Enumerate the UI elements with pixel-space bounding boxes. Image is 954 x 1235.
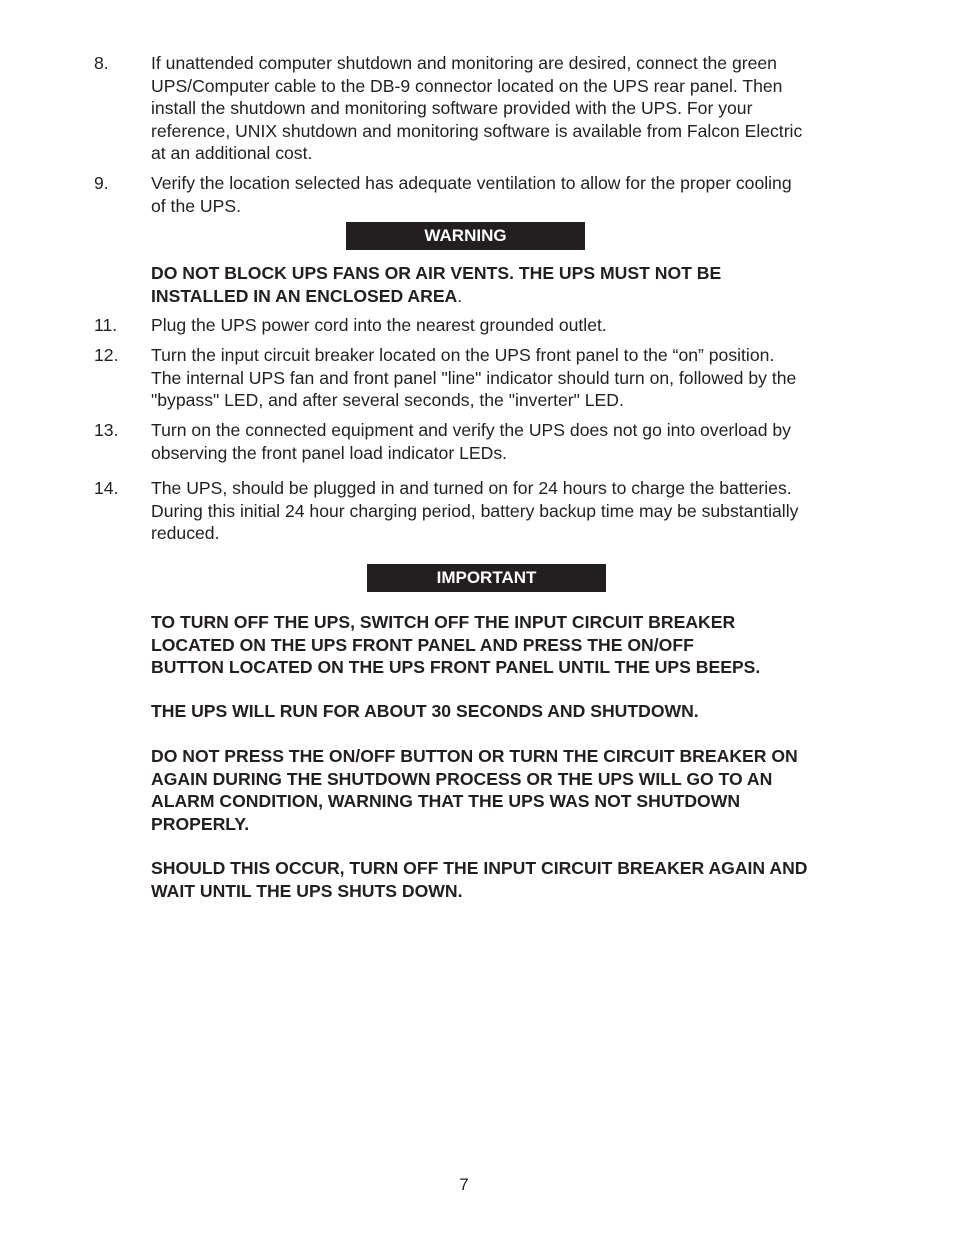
important-paragraph: TO TURN OFF THE UPS, SWITCH OFF THE INPUT CIRCUIT BREAKER LOCATED ON THE UPS FRONT PANEL AND PRESS THE ON/OFF BUTTON LOCATED ON THE UPS FRONT PANEL UNTIL THE UPS BEEPS. [151, 612, 761, 677]
important-paragraph: SHOULD THIS OCCUR, TURN OFF THE INPUT CIRCUIT BREAKER AGAIN AND WAIT UNTIL THE UPS SHUTS DOWN. [151, 858, 808, 901]
item-text: Verify the location selected has adequate ventilation to allow for the proper cooling of the UPS. [151, 173, 792, 216]
item-text: The UPS, should be plugged in and turned on for 24 hours to charge the batteries. During this initial 24 hour charging period, battery backup time may be substantially reduced. [151, 478, 799, 543]
warning-text [151, 262, 861, 307]
warning-label: WARNING [346, 222, 585, 250]
item-number: 9. [94, 173, 109, 193]
item-number: 12. [94, 345, 119, 365]
item-number: 14. [94, 478, 119, 498]
item-text: If unattended computer shutdown and monitoring are desired, connect the green UPS/Computer cable to the DB-9 connector located on the UPS rear panel. Then install the shutdown and monitoring software provided with the UPS. For your reference, UNIX shutdown and monitoring software is available from Falcon Electric at an additional cost. [151, 53, 803, 163]
warning-text-bold: DO NOT BLOCK UPS FANS OR AIR VENTS. THE UPS MUST NOT BE INSTALLED IN AN ENCLOSED AREA [151, 263, 722, 306]
important-paragraph: THE UPS WILL RUN FOR ABOUT 30 SECONDS AND SHUTDOWN. [151, 701, 699, 721]
important-label: IMPORTANT [367, 564, 606, 592]
item-number: 8. [94, 53, 109, 73]
page-number: 7 [459, 1175, 469, 1194]
item-text: Turn on the connected equipment and verify the UPS does not go into overload by observing the front panel load indicator LEDs. [151, 420, 791, 463]
important-paragraph: DO NOT PRESS THE ON/OFF BUTTON OR TURN THE CIRCUIT BREAKER ON AGAIN DURING THE SHUTDOWN PROCESS OR THE UPS WILL GO TO AN ALARM CONDITION, WARNING THAT THE UPS WAS NOT SHUTDOWN PROPERLY. [151, 746, 798, 834]
item-text: Turn the input circuit breaker located on the UPS front panel to the “on” position. The internal UPS fan and front panel "line" indicator should turn on, followed by the "bypass" LED, and after several seconds, the "inverter" LED. [151, 345, 797, 410]
warning-text-tail: . [457, 285, 463, 306]
item-number: 13. [94, 420, 119, 440]
item-number: 11. [94, 315, 118, 335]
item-text: Plug the UPS power cord into the nearest grounded outlet. [151, 315, 607, 335]
